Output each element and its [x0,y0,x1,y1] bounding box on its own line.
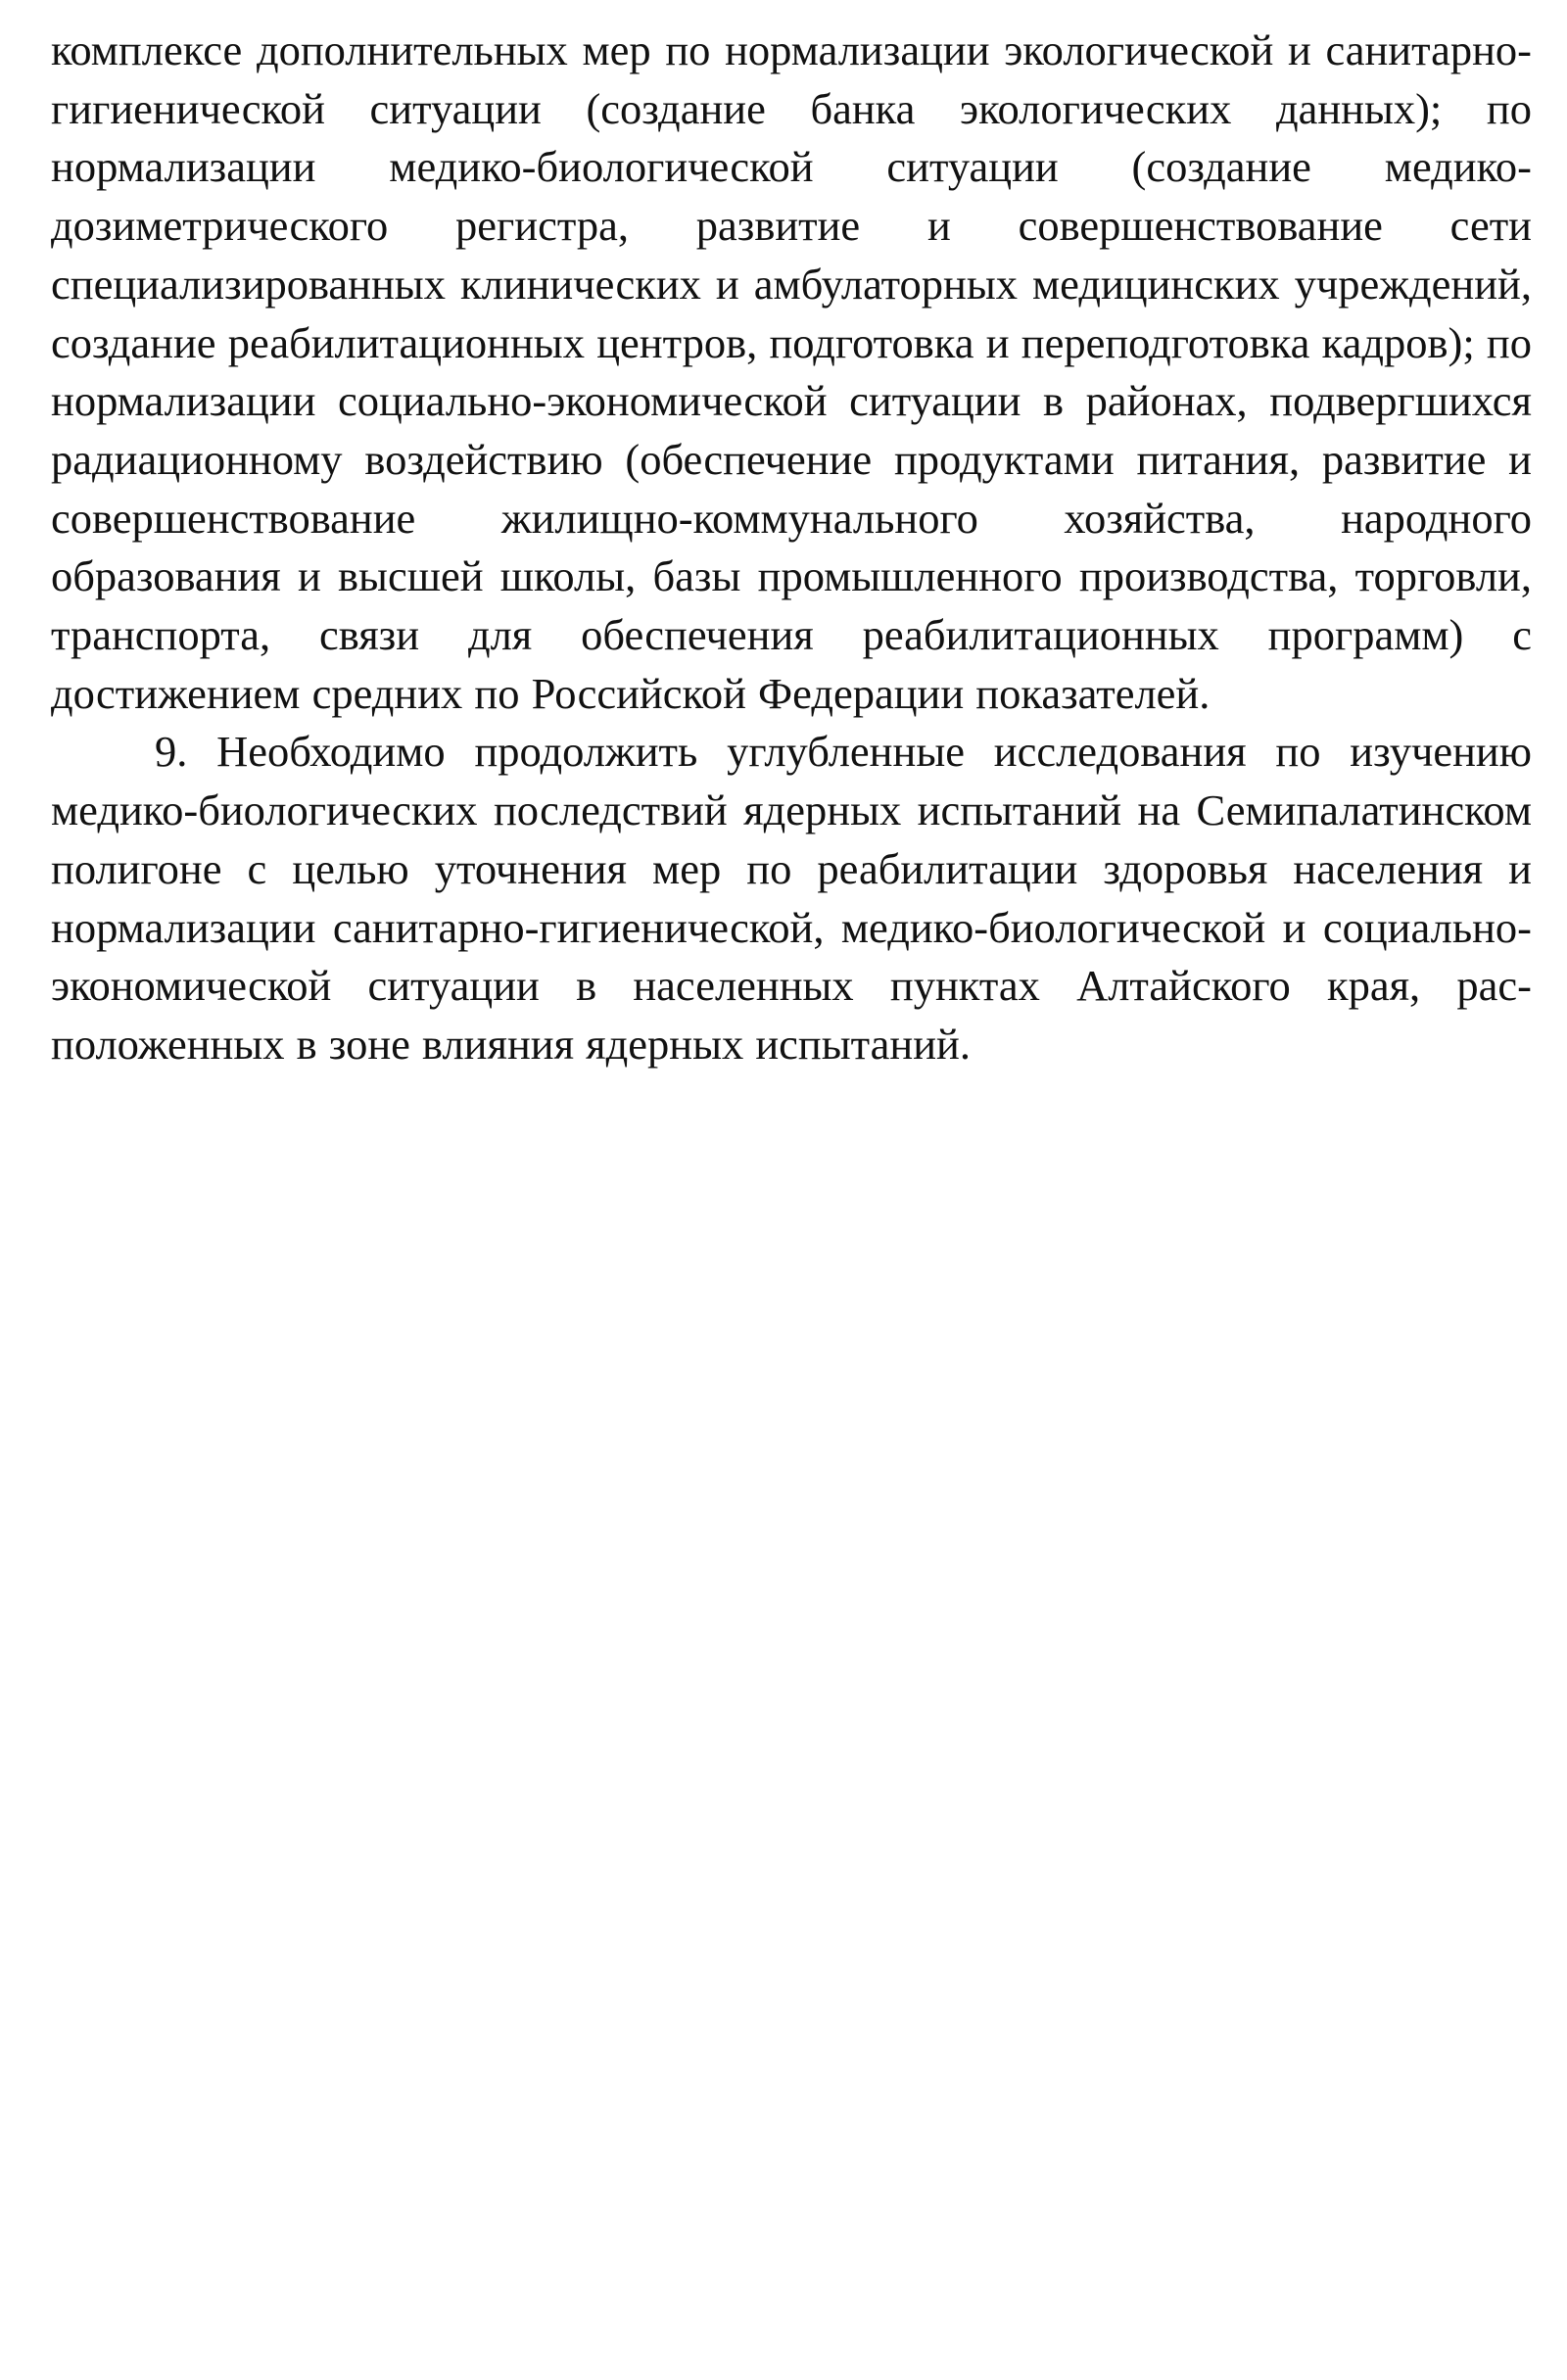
paragraph-continuation: комплексе дополнительных мер по нормализации экологической и санитарно-гигиенической ситуации (создание банка экологических данных); по нормализации медико-биологической ситуации (создание медико-дозиметрического регистра, развитие и совершенствование сети специализированных клинических и амбулаторных медицинских учреждений, создание реабилитационных центров, подготовка и переподготовка кадров); по нормализации социально-экономической ситуации в районах, подвергшихся радиационному воздействию (обеспечение продуктами питания, развитие и совершенствование жилищно-коммунального хозяйства, народного образования и высшей школы, базы промышленного производства, торговли, транспорта, связи для обеспечения реабилитационных программ) с достижением средних по Российской Федерации показателей. [51,25,1532,718]
paragraph-item-9: 9. Необходимо продолжить углубленные исследования по изучению медико-биологических последствий ядерных испытаний на Семипалатинском полигоне с целью уточнения мер по реабилитации здоровья населения и нормализации санитарно-гигиенической, медико-биологической и социально-экономической ситуации в населенных пунктах Алтайского края, расположенных в зоне влияния ядерных испытаний. [51,727,1532,1069]
document-page [51,22,1532,1074]
